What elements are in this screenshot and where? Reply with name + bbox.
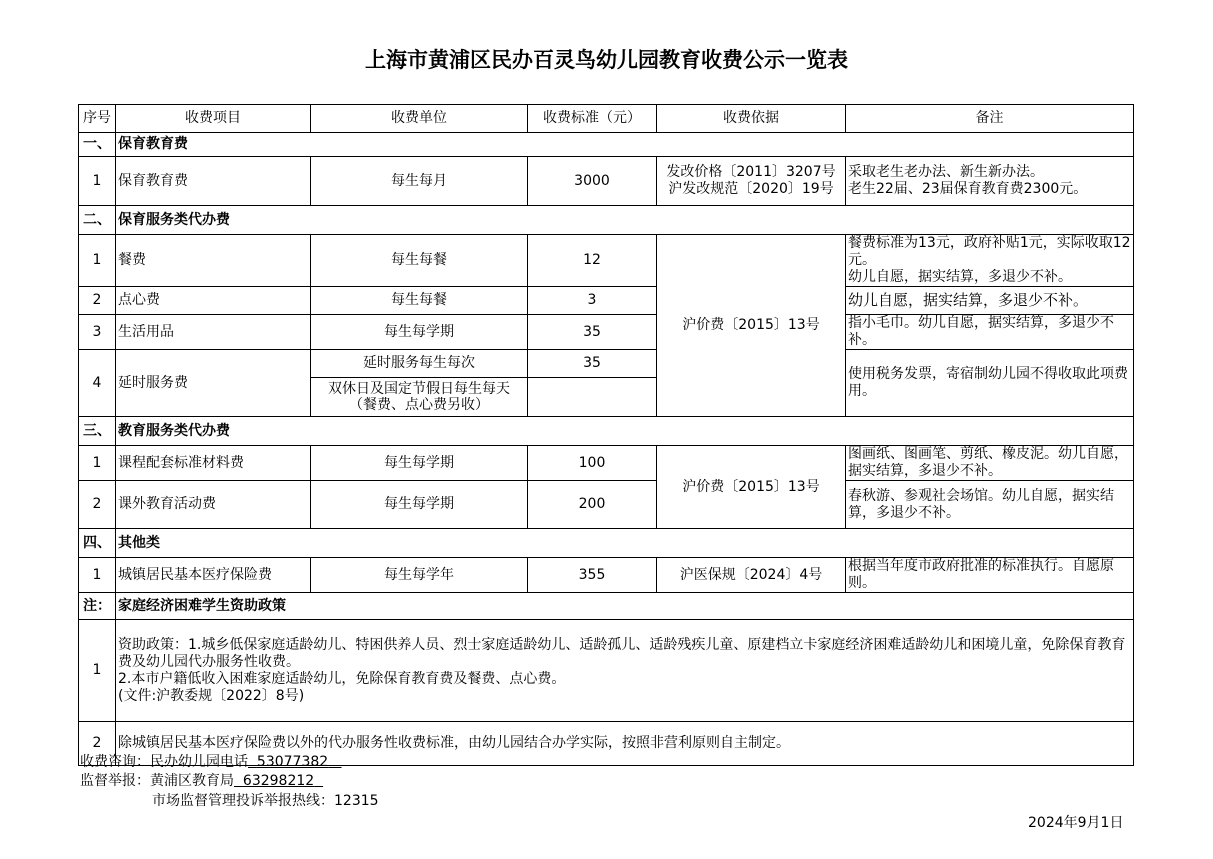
standard: 200 [528,481,657,529]
table-header-row [79,105,1134,133]
header-no: 序号 [79,105,116,133]
section-row [79,529,1134,558]
row-number: 1 [79,620,116,722]
policy-line: 资助政策：1.城乡低保家庭适龄幼儿、特困供养人员、烈士家庭适龄幼儿、适龄孤儿、适龄残疾儿童、原建档立卡家庭经济困难适龄幼儿和困境儿童，免除保育教育费及幼儿园代办服务性收费。 [118,636,1126,670]
header-note: 备注 [846,105,1134,133]
header-basis: 收费依据 [657,105,846,133]
note [846,157,1134,206]
section-row [79,417,1134,446]
section-title: 保育教育费 [116,133,1134,157]
unit-line: 双休日及国定节假日每生每天 [328,381,510,397]
standard: 3 [528,287,657,315]
section-title: 其他类 [116,529,1134,558]
header-item: 收费项目 [116,105,311,133]
section-number: 三、 [79,417,116,446]
row-number: 2 [79,481,116,529]
note: 图画纸、图画笔、剪纸、橡皮泥。幼儿自愿，据实结算，多退少不补。 [846,446,1134,481]
unit: 延时服务每生每次 [311,350,528,378]
row-number: 1 [79,446,116,481]
table-row [79,315,1134,350]
table-row [79,287,1134,315]
section-number: 四、 [79,529,116,558]
table-row [79,350,1134,378]
row-number: 2 [79,722,116,766]
supervise-phone: 63298212 [242,773,315,789]
item-name: 生活用品 [116,315,311,350]
note: 春秋游、参观社会场馆。幼儿自愿，据实结算，多退少不补。 [846,481,1134,529]
section-number: 二、 [79,206,116,235]
row-number: 1 [79,157,116,206]
standard: 35 [528,350,657,378]
supervise-line [80,773,323,790]
note: 根据当年度市政府批准的标准执行。自愿原则。 [846,558,1134,593]
note: 幼儿自愿，据实结算，多退少不补。 [846,287,1134,315]
page-title: 上海市黄浦区民办百灵鸟幼儿园教育收费公示一览表 [365,47,848,72]
standard: 3000 [528,157,657,206]
section-row [79,206,1134,235]
section-number: 注： [79,593,116,620]
standard [528,378,657,417]
table-row [79,481,1134,529]
item-name: 课程配套标准材料费 [116,446,311,481]
basis [657,157,846,206]
unit: 每生每学年 [311,558,528,593]
hotline-line: 市场监督管理投诉举报热线：12315 [152,793,379,809]
note [846,235,1134,287]
item-name: 课外教育活动费 [116,481,311,529]
section-title: 家庭经济困难学生资助政策 [116,593,1134,620]
note-line: 采取老生老办法、新生新办法。 [848,164,1044,180]
supervise-label: 监督举报：黄浦区教育局 [80,773,234,789]
unit [311,378,528,417]
note-line: 老生22届、23届保育教育费2300元。 [848,181,1088,197]
policy-line: (文件:沪教委规〔2022〕8号) [118,687,305,704]
note-line: 餐费标准为13元，政府补贴1元，实际收取12元。 [848,235,1131,268]
table-row [79,157,1134,206]
fee-table [78,104,1134,766]
basis: 沪价费〔2015〕13号 [657,446,846,529]
basis-line: 沪发改规范〔2020〕19号 [668,181,834,197]
unit: 每生每学期 [311,481,528,529]
unit: 每生每学期 [311,446,528,481]
header-unit: 收费单位 [311,105,528,133]
policy-text [116,620,1134,722]
consult-line [80,754,342,771]
policy-row [79,620,1134,722]
section-title: 保育服务类代办费 [116,206,1134,235]
item-name: 城镇居民基本医疗保险费 [116,558,311,593]
row-number: 1 [79,235,116,287]
consult-label: 收费咨询：民办幼儿园电话 [80,754,248,770]
row-number: 4 [79,350,116,417]
header-standard: 收费标准（元） [528,105,657,133]
publish-date: 2024年9月1日 [1028,815,1124,831]
standard: 100 [528,446,657,481]
note-line: 幼儿自愿，据实结算，多退少不补。 [848,269,1072,285]
standard: 35 [528,315,657,350]
basis: 沪医保规〔2024〕4号 [657,558,846,593]
section-row [79,133,1134,157]
basis-line: 发改价格〔2011〕3207号 [666,164,836,180]
section-row [79,593,1134,620]
unit: 每生每餐 [311,235,528,287]
basis: 沪价费〔2015〕13号 [657,235,846,417]
unit: 每生每月 [311,157,528,206]
row-number: 3 [79,315,116,350]
policy-text: 除城镇居民基本医疗保险费以外的代办服务性收费标准，由幼儿园结合办学实际，按照非营利原则自主制定。 [116,722,1134,766]
row-number: 2 [79,287,116,315]
policy-line: 2.本市户籍低收入困难家庭适龄幼儿，免除保育教育费及餐费、点心费。 [118,670,566,687]
item-name: 餐费 [116,235,311,287]
section-title: 教育服务类代办费 [116,417,1134,446]
consult-phone: 53077382 [256,754,329,770]
note: 指小毛巾。幼儿自愿，据实结算，多退少不补。 [846,315,1134,350]
item-name: 延时服务费 [116,350,311,417]
note: 使用税务发票，寄宿制幼儿园不得收取此项费用。 [846,350,1134,417]
table-row [79,558,1134,593]
unit: 每生每学期 [311,315,528,350]
unit: 每生每餐 [311,287,528,315]
table-row [79,446,1134,481]
unit-line: （餐费、点心费另收） [349,397,489,413]
standard: 12 [528,235,657,287]
item-name: 保育教育费 [116,157,311,206]
section-number: 一、 [79,133,116,157]
table-row [79,235,1134,287]
item-name: 点心费 [116,287,311,315]
row-number: 1 [79,558,116,593]
standard: 355 [528,558,657,593]
